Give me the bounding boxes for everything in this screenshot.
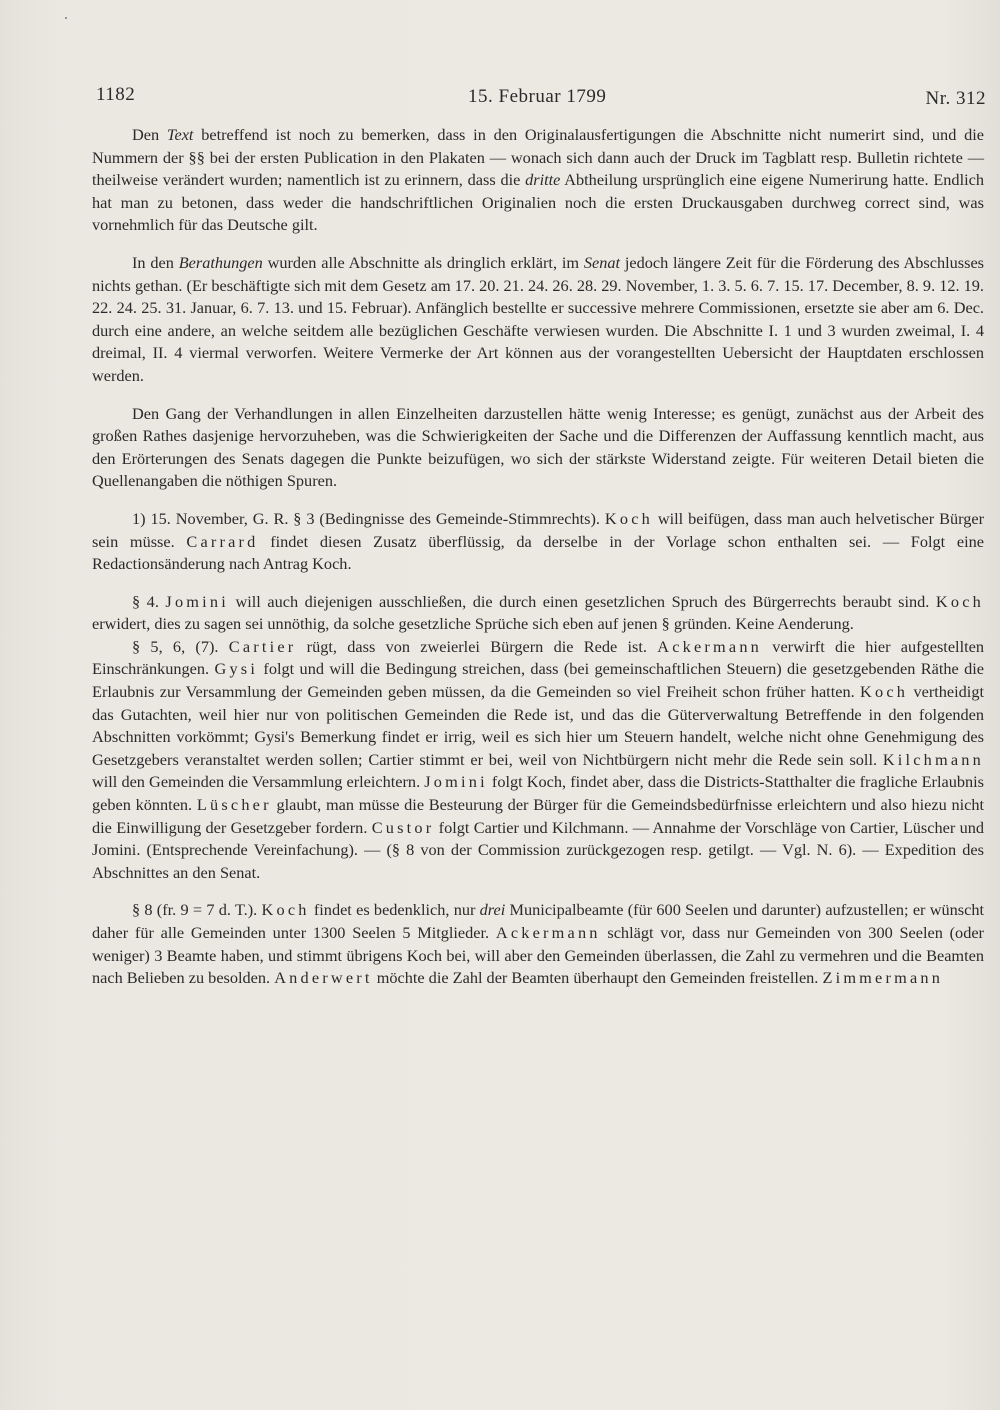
- text-run: findet es bedenklich, nur: [309, 900, 480, 920]
- paragraph-text-note: [92, 124, 984, 237]
- text-run: verwirft die hier aufgestellten Einschränkungen.: [92, 636, 984, 679]
- speaker-name: Jomini: [165, 591, 229, 611]
- speaker-name: Jomini: [424, 772, 488, 792]
- header-date: 15. Februar 1799: [468, 86, 607, 107]
- text-run: jedoch längere Zeit für die Förderung des Abschlusses nichts gethan. (Er beschäftigte sich mit dem Gesetz am 17. 20. 21. 24. 26. 28. 29. November, 1. 3. 5. 6. 7. 15. 17. December, 8. 9. 12. 19. 22. 24. 25. 31. Januar, 6. 7. 13. und 15. Februar). Anfänglich bestellte er successive mehrere Commissionen, ersetzte sie aber am 6. Dec. durch eine andere, an welche seitdem alle bezüglichen Geschäfte verwiesen wurden. Die Abschnitte I. 1 und 3 wurden zweimal, I. 4 dreimal, II. 4 viermal verworfen. Weitere Vermerke der Art können aus der vorangestellten Uebersicht der Hauptdaten erschlossen werden.: [92, 252, 985, 385]
- speaker-name: Carrard: [186, 531, 259, 551]
- speaker-name: Koch: [935, 591, 984, 611]
- main-text: [92, 124, 984, 990]
- text-run: 1) 15. November, G. R. § 3 (Bedingnisse des Gemeinde-Stimmrechts).: [132, 508, 605, 528]
- paragraph-section-3: [92, 508, 984, 576]
- speaker-name: Ackermann: [657, 636, 763, 656]
- text-run: rügt, dass von zweierlei Bürgern die Rede ist.: [296, 636, 658, 656]
- document-number: Nr. 312: [925, 88, 986, 109]
- text-run: folgt Cartier und Kilchmann. — Annahme der Vorschläge von Cartier, Lüscher und Jomini. (Entsprechende Vereinfachung). — (§ 8 von der Commission zurückgezogen resp. getilgt. — Vgl. N. 6). — Expedition des Abschnittes an den Senat.: [92, 817, 985, 882]
- speaker-name: Koch: [604, 508, 653, 528]
- speaker-name: Custor: [371, 817, 435, 837]
- text-run: Den: [132, 125, 167, 144]
- text-run: findet diesen Zusatz überflüssig, da derselbe in der Vorlage schon enthalten sei. — Folgt eine Redactionsänderung nach Antrag Koch.: [92, 531, 984, 574]
- running-header: [96, 84, 986, 112]
- text-run: § 4.: [132, 591, 166, 611]
- speaker-name: Gysi: [214, 659, 259, 679]
- text-run: § 5, 6, (7).: [132, 636, 229, 656]
- paragraph-section-4: [92, 591, 984, 636]
- page-number: 1182: [96, 84, 136, 105]
- text-run: will auch diejenigen ausschließen, die durch einen gesetzlichen Spruch des Bürgerrechts beraubt sind.: [228, 591, 936, 611]
- text-run: folgt Koch, findet aber, dass die Districts-Statthalter die fragliche Erlaubnis geben könnten.: [92, 772, 984, 815]
- speaker-name: Ackermann: [495, 923, 601, 942]
- text-run: betreffend ist noch zu bemerken, dass in den Originalausfertigungen die Abschnitte nicht numerirt sind, und die Nummern der §§ bei der ersten Publication in den Plakaten — wonach sich dann auch der Druck im Tagblatt resp. Bulletin richtete — theilweise verändert wurden; namentlich ist zu erinnern, dass die: [92, 125, 984, 190]
- text-run: schlägt vor, dass nur Gemeinden von 300 Seelen (oder weniger) 3 Beamte haben, und stimmt übrigens Koch bei, will aber den Gemeinden überlassen, die Zahl zu vermehren und die Beamten nach Belieben zu besolden.: [92, 923, 984, 988]
- text-run: Abtheilung ursprünglich eine eigene Numerirung hatte. Endlich hat man zu betonen, dass weder die handschriftlichen Originalien noch die ersten Druckausgaben durchweg correct sind, was vornehmlich für das Deutsche gilt.: [92, 170, 984, 235]
- text-run: In den: [132, 252, 179, 272]
- text-run: glaubt, man müsse die Besteurung der Bürger für die Gemeindsbedürfnisse erleichtern und also hiezu nicht die Einwilligung der Gesetzgeber fordern.: [92, 795, 984, 837]
- page-speck: [65, 17, 67, 19]
- speaker-name: Anderwert: [274, 968, 373, 988]
- italic-run: dritte: [525, 170, 561, 190]
- speaker-name: Lüscher: [196, 795, 272, 815]
- text-run: will beifügen, dass man auch helvetischer Bürger sein müsse.: [92, 508, 984, 551]
- speaker-name: Kilchmann: [882, 749, 984, 769]
- speaker-name: Zimmermann: [822, 968, 944, 988]
- paragraph-verhandlungen: [92, 403, 984, 493]
- paragraph-section-8: [92, 899, 984, 989]
- paragraph-section-5-7: [92, 636, 984, 885]
- speaker-name: Koch: [860, 682, 909, 702]
- text-run: Den Gang der Verhandlungen in allen Einzelheiten darzustellen hätte wenig Interesse; es genügt, zunächst aus der Arbeit des großen Rathes dasjenige hervorzuheben, was die Schwierigkeiten der Sache und die Differenzen der Auffassung kenntlich macht, aus den Erörterungen des Senats dagegen die Punkte beizufügen, wo sich der stärkste Widerstand zeigte. Für weiteren Detail bieten die Quellenangaben die nöthigen Spuren.: [92, 403, 984, 491]
- italic-run: Berathungen: [178, 252, 263, 272]
- speaker-name: Cartier: [228, 636, 297, 656]
- text-run: erwidert, dies zu sagen sei unnöthig, da solche gesetzliche Sprüche sich eben auf jenen § gründen. Keine Aenderung.: [92, 614, 854, 634]
- text-run: möchte die Zahl der Beamten überhaupt den Gemeinden freistellen.: [372, 968, 823, 988]
- speaker-name: Koch: [261, 900, 310, 920]
- text-run: vertheidigt das Gutachten, weil hier nur von politischen Gemeinden die Rede ist, und das die Güterverwaltung Betreffende in den folgenden Abschnitten vorkömmt; Gysi's Bemerkung findet er irrig, weil es sich hier um Steuern handelt, welche nicht ohne Genehmigung des Gesetzgebers veranstaltet werden sollen; Cartier stimmt er bei, weil von Nichtbürgern nicht mehr die Rede sein soll.: [92, 682, 984, 769]
- text-run: § 8 (fr. 9 = 7 d. T.).: [132, 900, 262, 920]
- text-run: wurden alle Abschnitte als dringlich erklärt, im: [262, 252, 584, 272]
- italic-run: Senat: [583, 252, 621, 272]
- italic-run: Text: [166, 125, 194, 144]
- text-run: Municipalbeamte (für 600 Seelen und darunter) aufzustellen; er wünscht daher für alle Gemeinden unter 1300 Seelen 5 Mitglieder.: [92, 900, 984, 942]
- text-run: folgt und will die Bedingung streichen, dass (bei gemeinschaftlichen Steuern) die gesetzgebenden Räthe die Erlaubnis zur Versammlung der Gemeinden geben müssen, da die Gemeinden so viel Freiheit schon früher hatten.: [92, 659, 984, 702]
- paragraph-berathungen: [92, 252, 984, 388]
- text-run: will den Gemeinden die Versammlung erleichtern.: [92, 772, 425, 792]
- italic-run: drei: [479, 900, 506, 920]
